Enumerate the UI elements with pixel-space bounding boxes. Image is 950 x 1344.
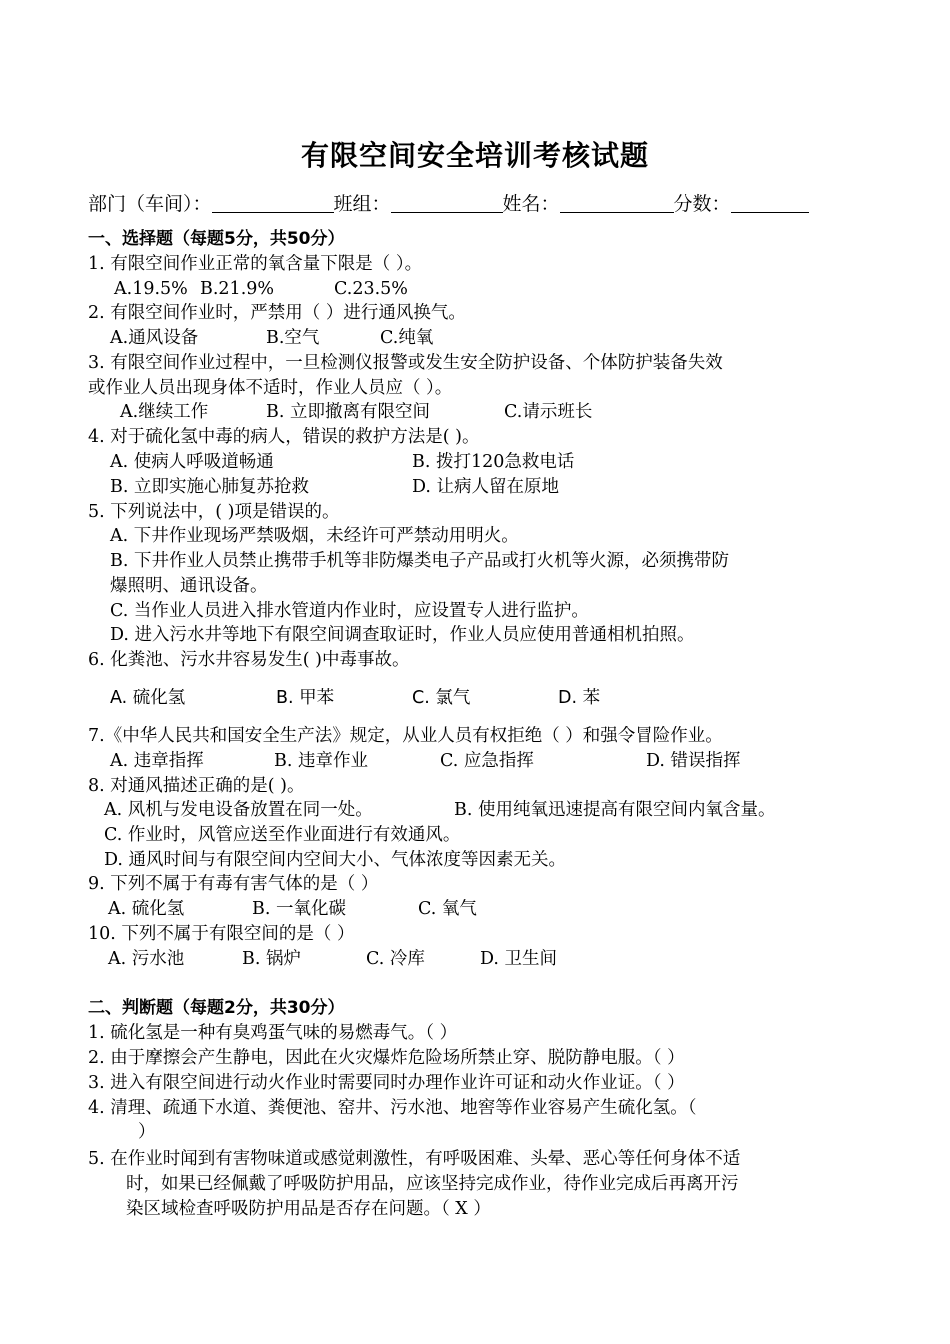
q4-text: 4. 对于硫化氢中毒的病人，错误的救护方法是( )。 bbox=[88, 427, 480, 447]
q6-option-c: C. 氯气 bbox=[412, 688, 471, 708]
judge-item-4-line1: 4. 清理、疏通下水道、粪便池、窑井、污水池、地窖等作业容易产生硫化氢。（ bbox=[88, 1098, 697, 1118]
q1-option-a: A.19.5% bbox=[114, 279, 188, 299]
q5-option-a: A. 下井作业现场严禁吸烟，未经许可严禁动用明火。 bbox=[110, 526, 519, 546]
q7-options bbox=[110, 749, 741, 773]
q8-text: 8. 对通风描述正确的是( )。 bbox=[88, 776, 305, 796]
q3-options bbox=[120, 400, 592, 424]
q3-text-line1: 3. 有限空间作业过程中，一旦检测仪报警或发生安全防护设备、个体防护装备失效 bbox=[88, 353, 723, 373]
q1-option-b: B.21.9% bbox=[200, 279, 275, 299]
score-blank[interactable] bbox=[731, 192, 809, 213]
q9-option-b: B. 一氧化碳 bbox=[252, 899, 346, 919]
q8-option-d: D. 通风时间与有限空间内空间大小、气体浓度等因素无关。 bbox=[104, 850, 567, 870]
q10-option-d: D. 卫生间 bbox=[480, 949, 558, 969]
q6-text: 6. 化粪池、污水井容易发生( )中毒事故。 bbox=[88, 650, 410, 670]
q8-option-a: A. 风机与发电设备放置在同一处。 bbox=[104, 800, 373, 820]
name-blank[interactable] bbox=[560, 192, 674, 213]
score-label: 分数： bbox=[673, 193, 731, 215]
judge-item-5-line2: 时，如果已经佩戴了呼吸防护用品，应该坚持完成作业，待作业完成后再离开污 bbox=[126, 1174, 739, 1194]
q8-options-ab bbox=[104, 798, 775, 822]
team-label: 班组： bbox=[333, 193, 391, 215]
section1-heading: 一、选择题（每题5分，共50分） bbox=[88, 229, 345, 249]
q6-option-a: A. 硫化氢 bbox=[110, 688, 186, 708]
q2-option-c: C.纯氧 bbox=[380, 328, 434, 348]
q1-option-c: C.23.5% bbox=[334, 279, 408, 299]
q5-option-b-line2: 爆照明、通讯设备。 bbox=[110, 576, 268, 596]
q10-text: 10. 下列不属于有限空间的是（ ） bbox=[88, 924, 355, 944]
q5-option-c: C. 当作业人员进入排水管道内作业时，应设置专人进行监护。 bbox=[110, 601, 589, 621]
team-blank[interactable] bbox=[391, 192, 503, 213]
q10-option-c: C. 冷库 bbox=[366, 949, 425, 969]
q5-option-d: D. 进入污水井等地下有限空间调查取证时，作业人员应使用普通相机拍照。 bbox=[110, 625, 695, 645]
q4-option-d: D. 让病人留在原地 bbox=[412, 477, 560, 497]
judge-item-5-line3: 染区域检查呼吸防护用品是否存在问题。（ X ） bbox=[126, 1199, 491, 1219]
q10-option-b: B. 锅炉 bbox=[242, 949, 301, 969]
q7-option-c: C. 应急指挥 bbox=[440, 751, 534, 771]
q3-option-b: B. 立即撤离有限空间 bbox=[266, 402, 430, 422]
q5-text: 5. 下列说法中，( )项是错误的。 bbox=[88, 502, 340, 522]
q2-option-b: B.空气 bbox=[266, 328, 320, 348]
q6-option-b: B. 甲苯 bbox=[276, 688, 335, 708]
q3-option-a: A.继续工作 bbox=[120, 402, 209, 422]
q1-options bbox=[114, 277, 408, 301]
judge-item-5-line1: 5. 在作业时闻到有害物味道或感觉刺激性，有呼吸困难、头晕、恶心等任何身体不适 bbox=[88, 1149, 741, 1169]
q8-option-b: B. 使用纯氧迅速提高有限空间内氧含量。 bbox=[454, 800, 776, 820]
q3-option-c: C.请示班长 bbox=[504, 402, 593, 422]
q4-option-b: B. 拨打120急救电话 bbox=[412, 452, 575, 472]
q10-option-a: A. 污水池 bbox=[108, 949, 185, 969]
q3-text-line2: 或作业人员出现身体不适时，作业人员应（ ）。 bbox=[88, 378, 453, 398]
q7-option-d: D. 错误指挥 bbox=[646, 751, 741, 771]
q7-text: 7.《中华人民共和国安全生产法》规定，从业人员有权拒绝（ ）和强令冒险作业。 bbox=[88, 726, 723, 746]
q2-option-a: A.通风设备 bbox=[110, 328, 199, 348]
q9-text: 9. 下列不属于有毒有害气体的是（ ） bbox=[88, 874, 379, 894]
q9-options bbox=[108, 897, 477, 921]
q9-option-a: A. 硫化氢 bbox=[108, 899, 185, 919]
dept-blank[interactable] bbox=[212, 192, 334, 213]
judge-item-4-line2: ） bbox=[138, 1122, 156, 1142]
judge-item-3: 3. 进入有限空间进行动火作业时需要同时办理作业许可证和动火作业证。（ ） bbox=[88, 1073, 685, 1093]
q7-option-a: A. 违章指挥 bbox=[110, 751, 204, 771]
judge-item-2: 2. 由于摩擦会产生静电，因此在火灾爆炸危险场所禁止穿、脱防静电服。（ ） bbox=[88, 1048, 685, 1068]
q2-options bbox=[110, 326, 433, 350]
section2-heading: 二、判断题（每题2分，共30分） bbox=[88, 998, 345, 1018]
q4-option-a: A. 使病人呼吸道畅通 bbox=[110, 452, 274, 472]
q2-text: 2. 有限空间作业时，严禁用（ ）进行通风换气。 bbox=[88, 303, 466, 323]
exam-header bbox=[88, 189, 868, 216]
page-title: 有限空间安全培训考核试题 bbox=[300, 139, 649, 172]
name-label: 姓名： bbox=[502, 193, 560, 215]
q1-text: 1. 有限空间作业正常的氧含量下限是（ ）。 bbox=[88, 254, 423, 274]
q7-option-b: B. 违章作业 bbox=[274, 751, 368, 771]
q6-option-d: D. 苯 bbox=[558, 688, 601, 708]
q10-options bbox=[108, 947, 557, 971]
q4-options-row2 bbox=[110, 475, 559, 499]
q8-option-c: C. 作业时，风管应送至作业面进行有效通风。 bbox=[104, 825, 461, 845]
q4-options-row1 bbox=[110, 450, 574, 474]
q6-options bbox=[110, 686, 600, 710]
q5-option-b-line1: B. 下井作业人员禁止携带手机等非防爆类电子产品或打火机等火源，必须携带防 bbox=[110, 551, 729, 571]
q9-option-c: C. 氧气 bbox=[418, 899, 477, 919]
dept-label: 部门（车间）： bbox=[88, 193, 212, 215]
q4-option-c: B. 立即实施心肺复苏抢救 bbox=[110, 477, 309, 497]
judge-item-1: 1. 硫化氢是一种有臭鸡蛋气味的易燃毒气。（ ） bbox=[88, 1023, 458, 1043]
